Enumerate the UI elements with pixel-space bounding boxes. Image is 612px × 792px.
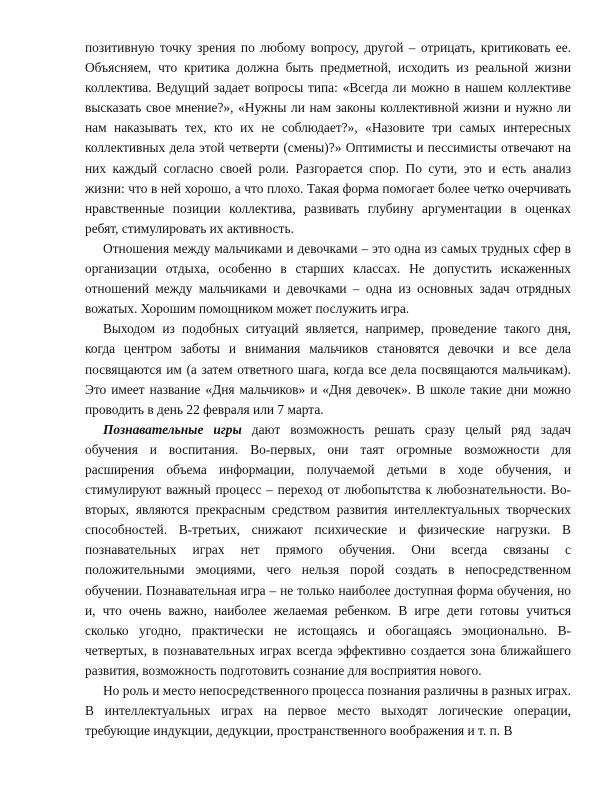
paragraph-4 [85,420,571,681]
paragraph-1-text: позитивную точку зрения по любому вопросу, другой – отрицать, критиковать ее. Объясняем, что критика должна быть предметной, исходить из реальной жизни коллектива. Ведущий задает вопросы типа: «Всегда ли можно в нашем коллективе высказать свое мнение?», «Нужны ли нам законы коллективной жизни и нужно ли нам наказывать тех, кто их не соблюдает?», «Назовите три самых интересных коллективных дела этой четверти (смены)?» Оптимисты и пессимисты отвечают на них каждый согласно своей роли. Разгорается спор. По сути, это и есть анализ жизни: что в ней хорошо, а что плохо. Такая форма помогает более четко очерчивать нравственные позиции коллектива, развивать глубину аргументации в оценках ребят, стимулировать их активность. [85,40,571,236]
paragraph-4-text: дают возможность решать сразу целый ряд задач обучения и воспитания. Во-первых, они таят огромные возможности для расширения объема информации, получаемой детьми в ходе обучения, и стимулируют важный процесс – переход от любопытства к любознательности. Во-вторых, являются прекрасным средством развития интеллектуальных творческих способностей. В-третьих, снижают психические и физические нагрузки. В познавательных играх нет прямого обучения. Они всегда связаны с положительными эмоциями, чего нельзя порой создать в непосредственном обучении. Познавательная игра – не только наиболее доступная форма обучения, но и, что очень важно, наиболее желаемая ребенком. В игре дети готовы учиться сколько угодно, практически не истощаясь и обогащаясь эмоционально. В-четвертых, в познавательных играх всегда эффективно создается зона ближайшего развития, возможность подготовить сознание для восприятия нового. [85,421,571,678]
paragraph-4-term: Познавательные игры [103,421,242,437]
paragraph-3 [85,319,571,419]
paragraph-2-text: Отношения между мальчиками и девочками – это одна из самых трудных сфер в организации отдыха, особенно в старших классах. Не допустить искаженных отношений между мальчиками и девочками – одна из основных задач отрядных вожатых. Хорошим помощником может послужить игра. [85,240,571,317]
paragraph-3-text: Выходом из подобных ситуаций является, например, проведение такого дня, когда центром заботы и внимания мальчиков становятся девочки и все дела посвящаются им (а затем ответного шага, когда все дела посвящаются мальчикам). Это имеет название «Дня мальчиков» и «Дня девочек». В школе такие дни можно проводить в день 22 февраля или 7 марта. [85,321,571,417]
document-page [85,38,571,741]
paragraph-5-text: Но роль и место непосредственного процесса познания различны в разных играх. В интеллектуальных играх на первое место выходят логические операции, требующие индукции, дедукции, пространственного воображения и т. п. В [85,683,571,739]
paragraph-2 [85,239,571,319]
paragraph-1 [85,38,571,239]
paragraph-5 [85,681,571,741]
